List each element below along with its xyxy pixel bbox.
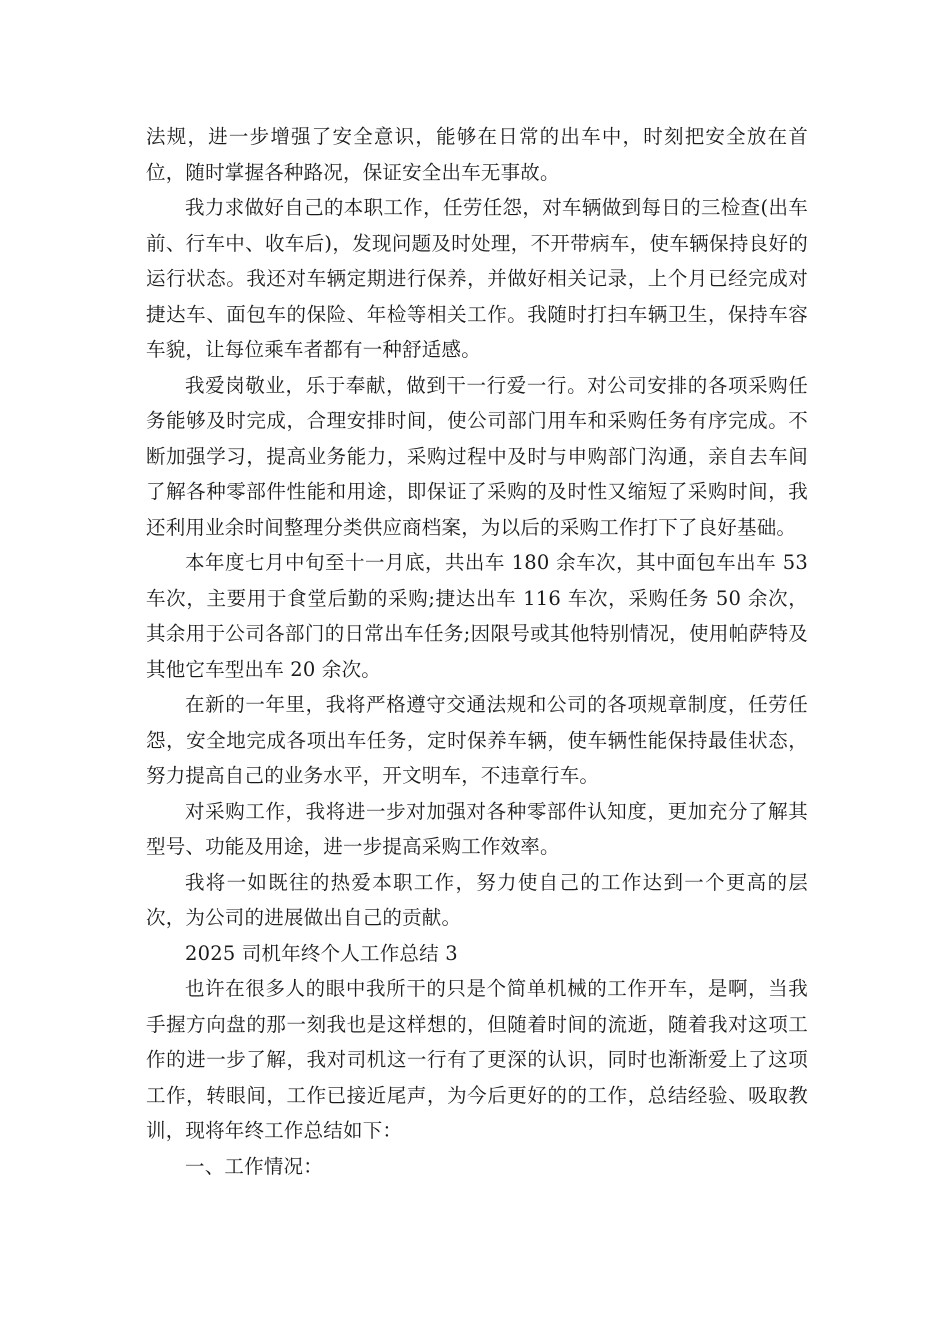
- paragraph: 也许在很多人的眼中我所干的只是个简单机械的工作开车，是啊，当我手握方向盘的那一刻我也是这样想的，但随着时间的流逝，随着我对这项工作的进一步了解，我对司机这一行有了更深的认识，同时也渐渐爱上了这项工作，转眼间，工作已接近尾声，为今后更好的的工作，总结经验、吸取教训，现将年终工作总结如下：: [146, 977, 808, 1142]
- paragraph: 法规，进一步增强了安全意识，能够在日常的出车中，时刻把安全放在首位，随时掌握各种路况，保证安全出车无事故。: [146, 125, 808, 184]
- paragraph: 我将一如既往的热爱本职工作，努力使自己的工作达到一个更高的层次，为公司的进展做出自己的贡献。: [146, 870, 808, 929]
- document-body: [146, 119, 808, 1184]
- paragraph: 我力求做好自己的本职工作，任劳任怨，对车辆做到每日的三检查(出车前、行车中、收车后)，发现问题及时处理，不开带病车，使车辆保持良好的运行状态。我还对车辆定期进行保养，并做好相关记录，上个月已经完成对捷达车、面包车的保险、年检等相关工作。我随时打扫车辆卫生，保持车容车貌，让每位乘车者都有一种舒适感。: [146, 196, 808, 361]
- subsection-heading: 一、工作情况：: [185, 1154, 323, 1178]
- paragraph: 我爱岗敬业，乐于奉献，做到干一行爱一行。对公司安排的各项采购任务能够及时完成，合理安排时间，使公司部门用车和采购任务有序完成。不断加强学习，提高业务能力，采购过程中及时与申购部门沟通，亲自去车间了解各种零部件性能和用途，即保证了采购的及时性又缩短了采购时间，我还利用业余时间整理分类供应商档案，为以后的采购工作打下了良好基础。: [146, 373, 808, 539]
- paragraph: 本年度七月中旬至十一月底，共出车 180 余车次，其中面包车出车 53 车次，主要用于食堂后勤的采购;捷达出车 116 车次，采购任务 50 余次，其余用于公司各部门的日常出车任务;因限号或其他特别情况，使用帕萨特及其他它车型出车 20 余次。: [146, 551, 808, 681]
- section-heading: 2025 司机年终个人工作总结 3: [185, 941, 458, 965]
- paragraph: 对采购工作，我将进一步对加强对各种零部件认知度，更加充分了解其型号、功能及用途，进一步提高采购工作效率。: [146, 799, 808, 858]
- paragraph: 在新的一年里，我将严格遵守交通法规和公司的各项规章制度，任劳任怨，安全地完成各项出车任务，定时保养车辆，使车辆性能保持最佳状态，努力提高自己的业务水平，开文明车，不违章行车。: [146, 693, 808, 787]
